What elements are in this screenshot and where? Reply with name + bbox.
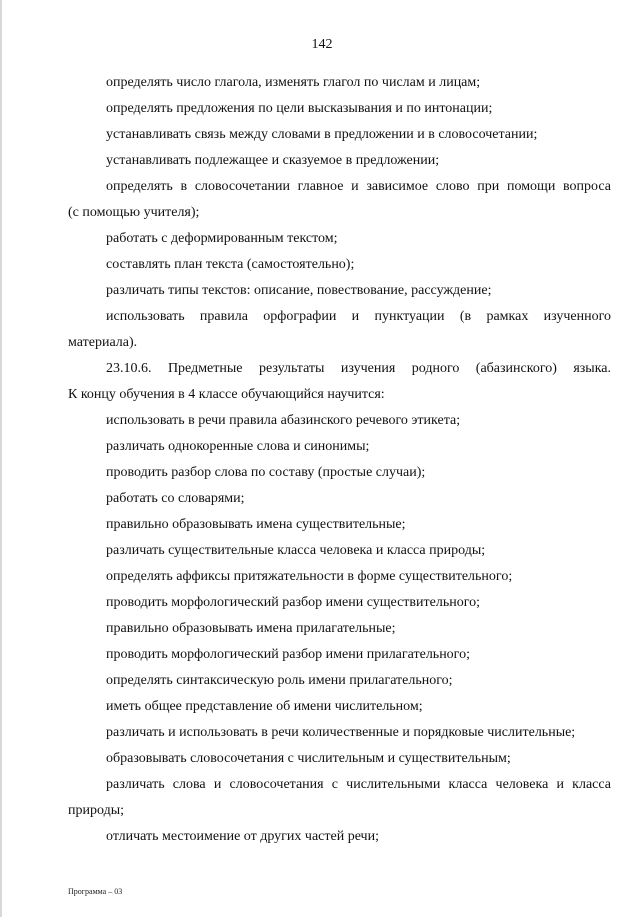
text-line: материала). bbox=[68, 335, 138, 350]
text-line: правильно образовывать имена существительные; bbox=[106, 517, 406, 532]
text-line: составлять план текста (самостоятельно); bbox=[106, 257, 355, 272]
text-line: использовать в речи правила абазинского речевого этикета; bbox=[106, 413, 461, 428]
text-line: различать типы текстов: описание, повествование, рассуждение; bbox=[106, 283, 492, 298]
page-number: 142 bbox=[311, 37, 333, 52]
text-line: проводить морфологический разбор имени существительного; bbox=[106, 595, 480, 610]
text-line: иметь общее представление об имени числительном; bbox=[106, 699, 423, 714]
text-line: проводить разбор слова по составу (простые случаи); bbox=[106, 465, 426, 480]
text-line: определять в словосочетании главное и зависимое слово при помощи вопроса bbox=[106, 179, 611, 194]
text-line: различать и использовать в речи количественные и порядковые числительные; bbox=[106, 725, 576, 740]
text-line: определять аффиксы притяжательности в форме существительного; bbox=[106, 569, 513, 584]
text-line: различать существительные класса человека и класса природы; bbox=[106, 543, 486, 558]
text-line: определять синтаксическую роль имени прилагательного; bbox=[106, 673, 453, 688]
text-line: работать со словарями; bbox=[106, 491, 245, 506]
text-line: (с помощью учителя); bbox=[68, 205, 200, 220]
text-line: устанавливать подлежащее и сказуемое в предложении; bbox=[106, 153, 440, 168]
page-body bbox=[68, 70, 611, 850]
text-line: определять число глагола, изменять глагол по числам и лицам; bbox=[106, 75, 481, 90]
section-heading-line: 23.10.6. Предметные результаты изучения родного (абазинского) языка. bbox=[106, 361, 611, 376]
text-line: проводить морфологический разбор имени прилагательного; bbox=[106, 647, 470, 662]
text-line: работать с деформированным текстом; bbox=[106, 231, 338, 246]
text-line: использовать правила орфографии и пунктуации (в рамках изученного bbox=[106, 309, 611, 324]
text-line: К концу обучения в 4 классе обучающийся научится: bbox=[68, 387, 385, 402]
text-line: определять предложения по цели высказывания и по интонации; bbox=[106, 101, 493, 116]
text-line: образовывать словосочетания с числительным и существительным; bbox=[106, 751, 511, 766]
text-line: устанавливать связь между словами в предложении и в словосочетании; bbox=[106, 127, 538, 142]
page-footer: Программа – 03 bbox=[68, 887, 123, 896]
text-line: природы; bbox=[68, 803, 124, 818]
text-line: правильно образовывать имена прилагательные; bbox=[106, 621, 396, 636]
text-line: отличать местоимение от других частей речи; bbox=[106, 829, 379, 844]
text-line: различать слова и словосочетания с числительными класса человека и класса bbox=[106, 777, 611, 792]
text-line: различать однокоренные слова и синонимы; bbox=[106, 439, 370, 454]
